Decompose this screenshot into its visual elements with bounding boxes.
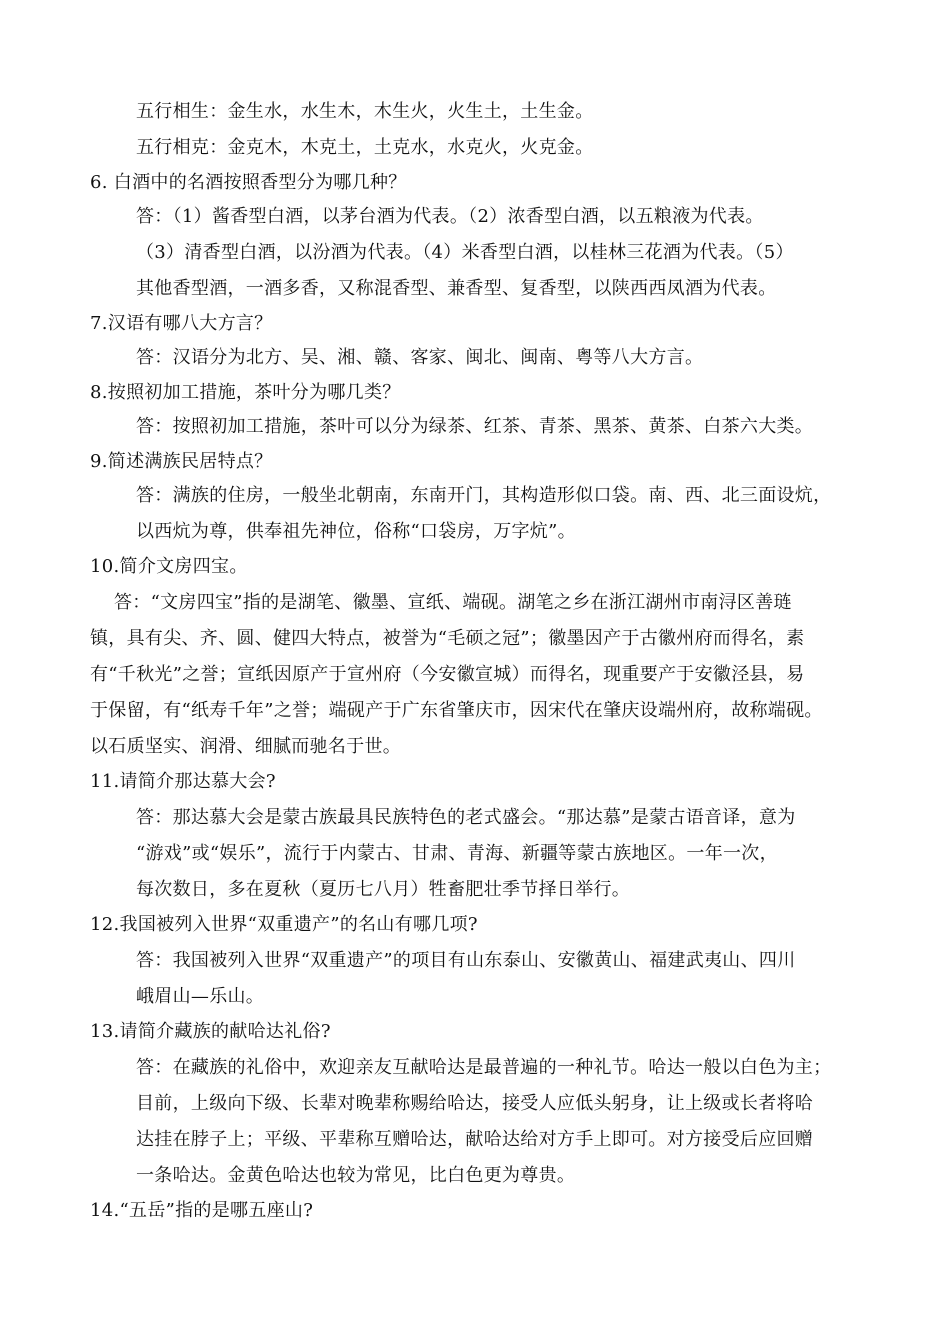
- answer-line: 答：按照初加工措施，茶叶可以分为绿茶、红茶、青茶、黑茶、黄茶、白茶六大类。: [136, 416, 814, 437]
- answer-line: 于保留，有“纸寿千年”之誉；端砚产于广东省肇庆市，因宋代在肇庆设端州府，故称端砚。: [90, 700, 823, 721]
- question-heading: 12.我国被列入世界“双重遗产”的名山有哪几项?: [90, 914, 478, 935]
- question-heading: 8.按照初加工措施，茶叶分为哪几类？: [90, 382, 401, 403]
- question-heading: 6. 白酒中的名酒按照香型分为哪几种？: [90, 172, 407, 193]
- answer-line: 峨眉山—乐山。: [136, 986, 265, 1007]
- question-heading: 9.简述满族民居特点？: [90, 451, 273, 472]
- answer-line: 答：汉语分为北方、吴、湘、赣、客家、闽北、闽南、粤等八大方言。: [136, 347, 704, 368]
- answer-line: 以石质坚实、润滑、细腻而驰名于世。: [90, 736, 402, 757]
- answer-line: 其他香型酒，一酒多香，又称混香型、兼香型、复香型，以陕西西凤酒为代表。: [136, 278, 777, 299]
- answer-line: 答：我国被列入世界“双重遗产”的项目有山东泰山、安徽黄山、福建武夷山、四川: [136, 950, 796, 971]
- question-heading: 11.请简介那达慕大会?: [90, 771, 276, 792]
- body-line: 五行相生：金生水，水生木，木生火，火生土，土生金。: [136, 101, 594, 122]
- body-line: 五行相克：金克木，木克土，土克水，水克火，火克金。: [136, 137, 594, 158]
- answer-line: 有“千秋光”之誉；宣纸因原产于宣州府（今安徽宣城）而得名，现重要产于安徽泾县，易: [90, 664, 805, 685]
- answer-line: 目前，上级向下级、长辈对晚辈称赐给哈达，接受人应低头躬身，让上级或长者将哈: [136, 1093, 814, 1114]
- answer-line: 答：满族的住房，一般坐北朝南，东南开门，其构造形似口袋。南、西、北三面设炕，: [136, 485, 832, 506]
- question-heading: 7.汉语有哪八大方言？: [90, 313, 273, 334]
- answer-line: 以西炕为尊，供奉祖先神位，俗称“口袋房，万字炕”。: [136, 521, 576, 542]
- question-heading: 13.请简介藏族的献哈达礼俗?: [90, 1021, 331, 1042]
- answer-line: 镇，具有尖、齐、圆、健四大特点，被誉为“毛硕之冠”；徽墨因产于古徽州府而得名，素: [90, 628, 805, 649]
- answer-line: （3）清香型白酒，以汾酒为代表。（4）米香型白酒，以桂林三花酒为代表。（5）: [136, 242, 794, 263]
- answer-line: “游戏”或“娱乐”，流行于内蒙古、甘肃、青海、新疆等蒙古族地区。一年一次，: [136, 843, 778, 864]
- answer-line: 每次数日，多在夏秋（夏历七八月）牲畜肥壮季节择日举行。: [136, 879, 631, 900]
- question-heading: 14.“五岳”指的是哪五座山?: [90, 1200, 314, 1221]
- question-heading: 10.简介文房四宝。: [90, 556, 248, 577]
- answer-line: 达挂在脖子上；平级、平辈称互赠哈达，献哈达给对方手上即可。对方接受后应回赠: [136, 1129, 814, 1150]
- answer-line: 答：“文房四宝”指的是湖笔、徽墨、宣纸、端砚。湖笔之乡在浙江湖州市南浔区善琏: [114, 592, 792, 613]
- answer-line: 答：（1）酱香型白酒，以茅台酒为代表。（2）浓香型白酒，以五粮液为代表。: [136, 206, 764, 227]
- answer-line: 答：在藏族的礼俗中，欢迎亲友互献哈达是最普遍的一种礼节。哈达一般以白色为主；: [136, 1057, 832, 1078]
- answer-line: 答：那达慕大会是蒙古族最具民族特色的老式盛会。“那达慕”是蒙古语音译，意为: [136, 807, 796, 828]
- answer-line: 一条哈达。金黄色哈达也较为常见，比白色更为尊贵。: [136, 1165, 576, 1186]
